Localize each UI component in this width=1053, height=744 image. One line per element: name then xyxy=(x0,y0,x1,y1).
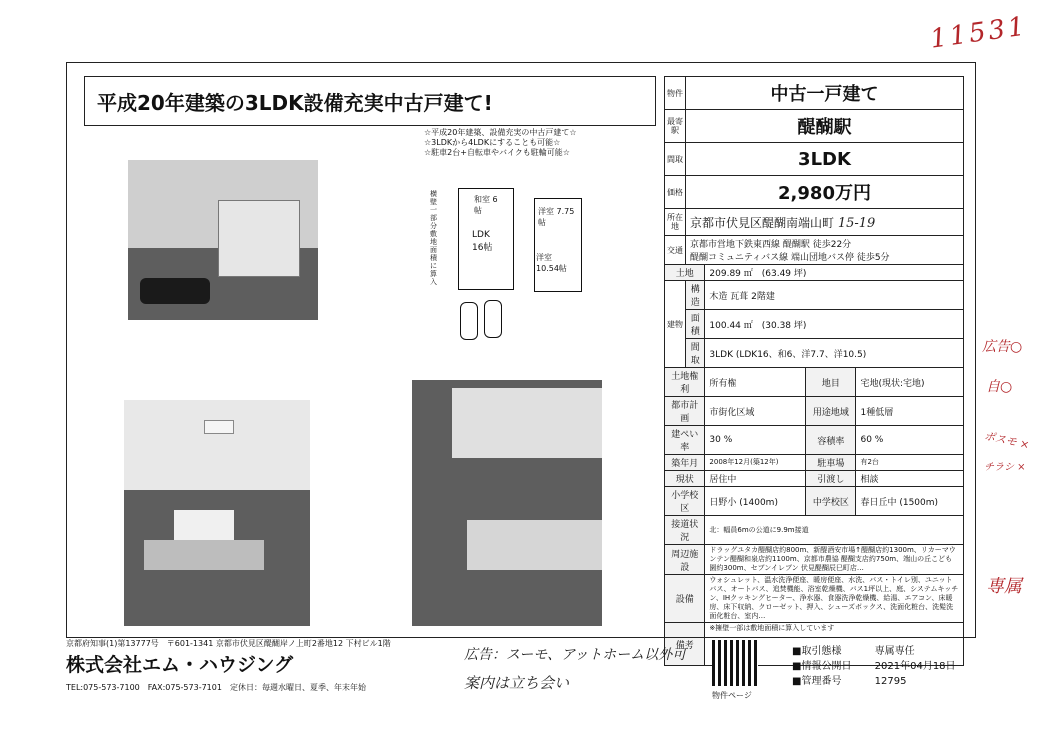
transport-1: 京都市営地下鉄東西線 醍醐駅 徒歩22分 xyxy=(690,240,852,250)
handwriting-viewing: 案内は立ち会い xyxy=(464,674,570,692)
chimoku-label: 地目 xyxy=(806,368,856,397)
handwriting-ad: 広告○ xyxy=(982,339,1023,355)
address-label: 所在地 xyxy=(665,209,686,236)
note-line: ☆3LDKから4LDKにすることも可能☆ xyxy=(424,138,561,147)
handwriting-chirashi: チラシ × xyxy=(984,462,1026,473)
price-label: 価格 xyxy=(665,176,686,209)
built: 2008年12月(築12年) xyxy=(705,455,806,471)
plan-label: 間取 xyxy=(686,339,705,368)
id-label: ■管理番号 xyxy=(792,676,842,687)
feature-notes xyxy=(424,128,577,158)
road-label: 接道状況 xyxy=(665,516,705,545)
zoning: 1種低層 xyxy=(856,397,964,426)
company-contact: TEL:075-573-7100 FAX:075-573-7101 定休日：毎週水曜日、夏季、年末年始 xyxy=(66,683,366,692)
remark: ※擁壁一部は敷地面積に算入しています xyxy=(705,623,964,666)
parking-label: 駐車場 xyxy=(806,455,856,471)
headline: 平成20年建築の3LDK設備充実中古戸建て! xyxy=(84,76,656,126)
page-code-handwriting: 11531 xyxy=(928,11,1030,55)
structure-label: 構造 xyxy=(686,281,705,310)
elementary-label: 小学校区 xyxy=(665,487,705,516)
handwriting-exclusive: 専属 xyxy=(986,576,1022,597)
price: 2,980万円 xyxy=(686,176,964,209)
qr-caption: 物件ページ xyxy=(712,691,752,700)
room-ldk: LDK 16帖 xyxy=(472,230,493,253)
around-label: 周辺施設 xyxy=(665,545,705,575)
id-row xyxy=(792,672,906,687)
living-room-photo xyxy=(124,400,310,626)
land-label: 土地 xyxy=(665,265,705,281)
status: 居住中 xyxy=(705,471,806,487)
side-note: 横壁一部分敷地面積に算入 xyxy=(430,190,437,286)
building-label: 建物 xyxy=(665,281,686,368)
layout: 3LDK xyxy=(686,143,964,176)
transport-label: 交通 xyxy=(665,236,686,265)
structure: 木造 瓦葺 2階建 xyxy=(705,281,964,310)
equipment-label: 設備 xyxy=(665,575,705,623)
note-line: ☆駐車2台+自転車やバイクも駐輪可能☆ xyxy=(424,148,570,157)
transport-2: 醍醐コミュニティバス線 端山団地バス停 徒歩5分 xyxy=(690,253,890,263)
room-washitsu: 和室 6帖 xyxy=(474,195,498,215)
station-label: 最寄駅 xyxy=(665,110,686,143)
handwriting-posumo: ポスモ × xyxy=(983,429,1031,452)
company-name: 株式会社エム・ハウジング xyxy=(66,654,294,676)
built-label: 築年月 xyxy=(665,455,705,471)
land-right-label: 土地権利 xyxy=(665,368,705,397)
company-license: 京都府知事(1)第13777号 〒601-1341 京都市伏見区醍醐岸ノ上町2番地12 下村ビル1階 xyxy=(66,639,391,648)
address-handwriting: 15-19 xyxy=(837,215,876,231)
room-youshitsu-2: 洋室 10.54帖 xyxy=(536,253,567,273)
land-right: 所有権 xyxy=(705,368,806,397)
city-planning: 市街化区域 xyxy=(705,397,806,426)
chimoku: 宅地(現状:宅地) xyxy=(856,368,964,397)
floor-area: 100.44 ㎡ (30.38 坪) xyxy=(705,310,964,339)
id: 12795 xyxy=(874,676,907,687)
far: 60 % xyxy=(856,426,964,455)
jhs-label: 中学校区 xyxy=(806,487,856,516)
car-1 xyxy=(460,302,478,340)
date: 2021年04月18日 xyxy=(874,661,956,672)
kitchen-photo xyxy=(412,380,602,626)
handwriting-ad-policy: 広告：スーモ、アットホーム以外可 xyxy=(464,647,687,663)
parking: 有2台 xyxy=(856,455,964,471)
floorplan xyxy=(430,180,610,350)
nearest-station: 醍醐駅 xyxy=(686,110,964,143)
room-youshitsu-1: 洋室 7.75帖 xyxy=(538,207,575,227)
type-label: 物件 xyxy=(665,77,686,110)
city-planning-label: 都市計画 xyxy=(665,397,705,426)
bcr: 30 % xyxy=(705,426,806,455)
jhs: 春日丘中 (1500m) xyxy=(856,487,964,516)
layout-label: 間取 xyxy=(665,143,686,176)
date-row xyxy=(792,657,956,672)
car-2 xyxy=(484,300,502,338)
floor-area-label: 面積 xyxy=(686,310,705,339)
address: 京都市伏見区醍醐南端山町 xyxy=(690,215,835,230)
deal: 専属専任 xyxy=(874,646,915,657)
handover-label: 引渡し xyxy=(806,471,856,487)
around: ドラッグユタカ醍醐店約800m、新醍酒安市場↑醍醐店約1300m、リカーマウンテン醍醐和泉店約1100m、京都市農協 醍醐支店約750m、端山の丘こども園約300m、セブンイレブン 伏見醍醐辰巳町店… xyxy=(705,545,964,575)
deal-label: ■取引態様 xyxy=(792,646,842,657)
note-line: ☆平成20年建築、設備充実の中古戸建て☆ xyxy=(424,128,577,137)
handwriting-self: 自○ xyxy=(986,379,1013,395)
qr-code[interactable] xyxy=(712,640,758,686)
status-label: 現状 xyxy=(665,471,705,487)
property-info-table xyxy=(664,76,964,666)
date-label: ■情報公開日 xyxy=(792,661,852,672)
deal-row xyxy=(792,642,915,657)
property-type: 中古一戸建て xyxy=(686,77,964,110)
elementary: 日野小 (1400m) xyxy=(705,487,806,516)
zoning-label: 用途地域 xyxy=(806,397,856,426)
remark-label: 備考 xyxy=(665,623,705,666)
road: 北：幅員6mの公道に9.9m接道 xyxy=(705,516,964,545)
handover: 相談 xyxy=(856,471,964,487)
land-area: 209.89 ㎡ (63.49 坪) xyxy=(705,265,964,281)
house-exterior-photo xyxy=(128,160,318,320)
equipment: ウォシュレット、温水洗浄便座、暖房便座、水洗、バス・トイレ別、ユニットバス、オートバス、追焚機能、浴室乾燥機、バス1坪以上、庭、システムキッチン、IHクッキングヒーター、浄水器、食器洗浄乾燥機、給湯、エアコン、床暖房、床下収納、クローゼット、押入、シューズボックス、洗面化粧台、洗髪洗面化粧台、室内… xyxy=(705,575,964,623)
far-label: 容積率 xyxy=(806,426,856,455)
bcr-label: 建ぺい率 xyxy=(665,426,705,455)
plan: 3LDK (LDK16、和6、洋7.7、洋10.5) xyxy=(705,339,964,368)
